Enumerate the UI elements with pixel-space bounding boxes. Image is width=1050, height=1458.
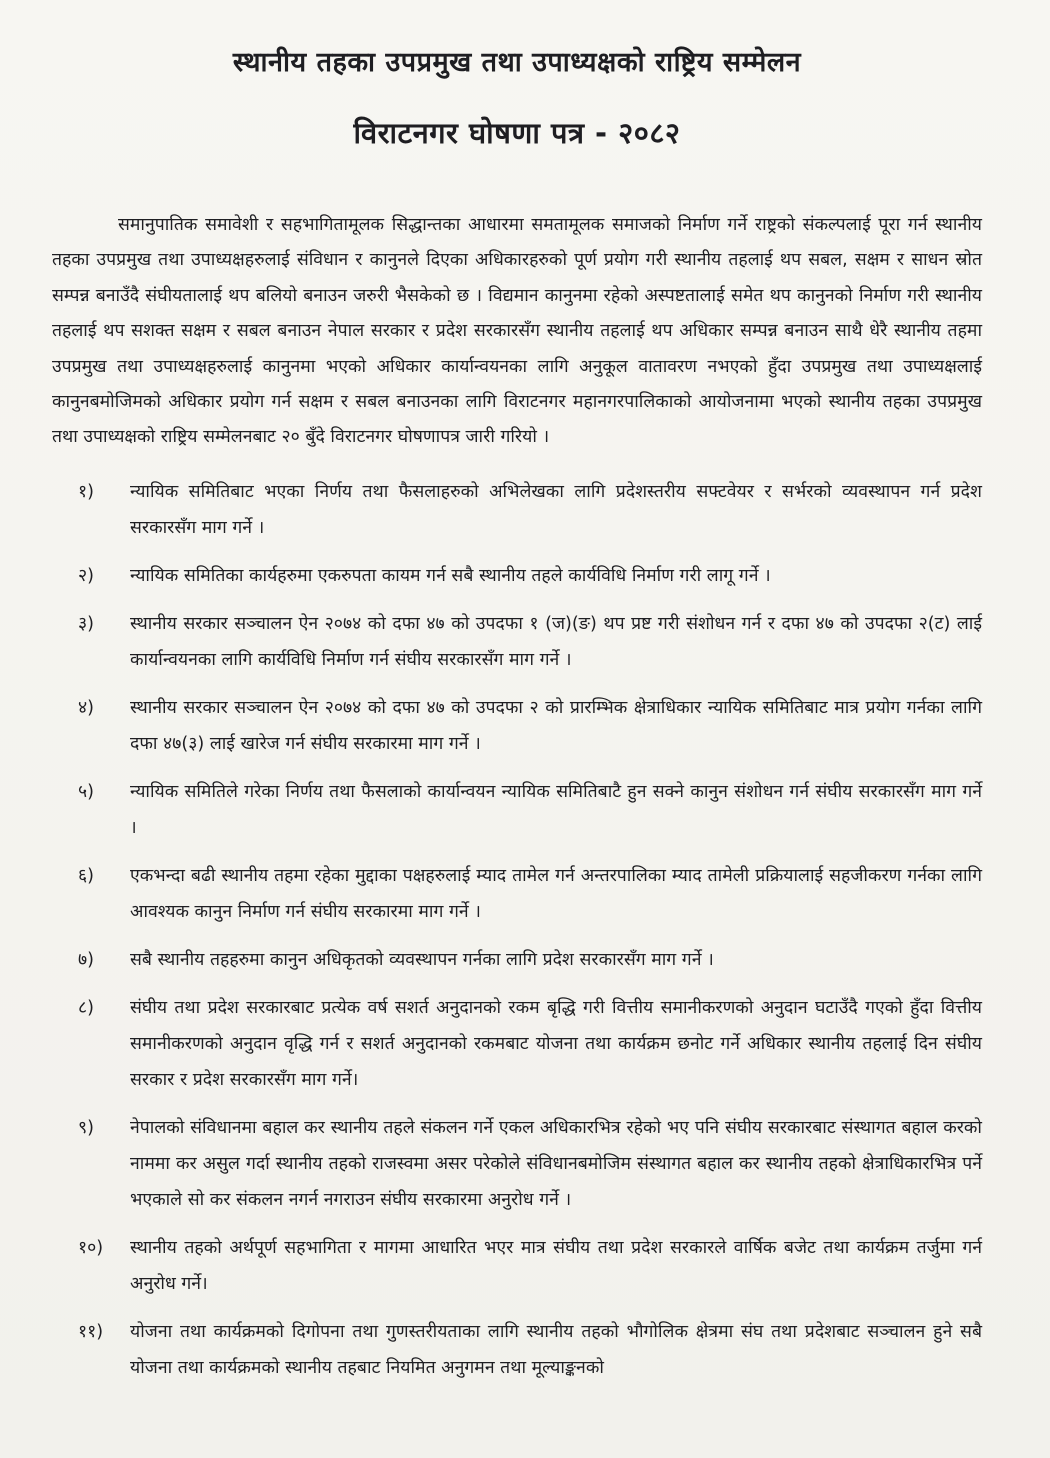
item-text: एकभन्दा बढी स्थानीय तहमा रहेका मुद्दाका पक्षहरुलाई म्याद तामेल गर्न अन्तरपालिका म्याद तामेली प्रक्रियालाई सहजीकरण गर्नका लागि आवश्यक कानुन निर्माण गर्न संघीय सरकारमा माग गर्ने । [130, 865, 982, 922]
document-subtitle: विराटनगर घोषणा पत्र - २०८२ [353, 116, 681, 150]
list-item [52, 1110, 982, 1218]
item-number: ७) [78, 949, 95, 970]
item-number: ९) [78, 1117, 95, 1138]
item-text: न्यायिक समितिबाट भएका निर्णय तथा फैसलाहरुको अभिलेखका लागि प्रदेशस्तरीय सफ्टवेयर र सर्भरको व्यवस्थापन गर्न प्रदेश सरकारसँग माग गर्ने । [130, 481, 982, 538]
declaration-list [52, 474, 982, 1386]
list-item [52, 1314, 982, 1386]
list-item [52, 474, 982, 546]
list-item [52, 558, 982, 594]
item-number: ११) [78, 1321, 104, 1342]
item-text: योजना तथा कार्यक्रमको दिगोपना तथा गुणस्तरीयताका लागि स्थानीय तहको भौगोलिक क्षेत्रमा संघ तथा प्रदेशबाट सञ्चालन हुने सबै योजना तथा कार्यक्रमको स्थानीय तहबाट नियमित अनुगमन तथा मूल्याङ्कनको [130, 1321, 982, 1378]
item-number: ३) [78, 613, 95, 634]
list-item [52, 990, 982, 1098]
item-number: ८) [78, 997, 95, 1018]
item-text: स्थानीय तहको अर्थपूर्ण सहभागिता र मागमा आधारित भएर मात्र संघीय तथा प्रदेश सरकारले वार्षिक बजेट तथा कार्यक्रम तर्जुमा गर्न अनुरोध गर्ने। [130, 1237, 982, 1294]
list-item [52, 942, 982, 978]
item-text: सबै स्थानीय तहहरुमा कानुन अधिकृतको व्यवस्थापन गर्नका लागि प्रदेश सरकारसँग माग गर्ने । [130, 949, 714, 970]
item-text: स्थानीय सरकार सञ्चालन ऐन २०७४ को दफा ४७ को उपदफा १ (ज)(ङ) थप प्रष्ट गरी संशोधन गर्न र दफा ४७ को उपदफा २(ट) लाई कार्यान्वयनका लागि कार्यविधि निर्माण गर्न संघीय सरकारसँग माग गर्ने । [130, 613, 982, 670]
item-number: ६) [78, 865, 95, 886]
list-item [52, 1230, 982, 1302]
item-number: १) [78, 481, 95, 502]
item-number: ५) [78, 781, 95, 802]
item-text: नेपालको संविधानमा बहाल कर स्थानीय तहले संकलन गर्ने एकल अधिकारभित्र रहेको भए पनि संघीय सरकारबाट संस्थागत बहाल करको नाममा कर असुल गर्दा स्थानीय तहको राजस्वमा असर परेकोले संविधानबमोजिम संस्थागत बहाल कर स्थानीय तहको क्षेत्राधिकारभित्र पर्ने भएकाले सो कर संकलन नगर्न नगराउन संघीय सरकारमा अनुरोध गर्ने । [130, 1117, 982, 1210]
item-number: २) [78, 565, 95, 586]
item-text: संघीय तथा प्रदेश सरकारबाट प्रत्येक वर्ष सशर्त अनुदानको रकम बृद्धि गरी वित्तीय समानीकरणको अनुदान घटाउँदै गएको हुँदा वित्तीय समानीकरणको अनुदान वृद्धि गर्न र सशर्त अनुदानको रकमबाट योजना तथा कार्यक्रम छनोट गर्ने अधिकार स्थानीय तहलाई दिन संघीय सरकार र प्रदेश सरकारसँग माग गर्ने। [130, 997, 982, 1090]
item-text: न्यायिक समितिले गरेका निर्णय तथा फैसलाको कार्यान्वयन न्यायिक समितिबाटै हुन सक्ने कानुन संशोधन गर्न संघीय सरकारसँग माग गर्ने । [130, 781, 982, 838]
intro-paragraph: समानुपातिक समावेशी र सहभागितामूलक सिद्धान्तका आधारमा समतामूलक समाजको निर्माण गर्ने राष्ट्रको संकल्पलाई पूरा गर्न स्थानीय तहका उपप्रमुख तथा उपाध्यक्षहरुलाई संविधान र कानुनले दिएका अधिकारहरुको पूर्ण प्रयोग गरी स्थानीय तहलाई थप सबल, सक्षम र साधन स्रोत सम्पन्न बनाउँदै संघीयतालाई थप बलियो बनाउन जरुरी भैसकेको छ । विद्यमान कानुनमा रहेको अस्पष्टतालाई समेत थप कानुनको निर्माण गरी स्थानीय तहलाई थप सशक्त सक्षम र सबल बनाउन नेपाल सरकार र प्रदेश सरकारसँग स्थानीय तहलाई थप अधिकार सम्पन्न बनाउन साथै धेरै स्थानीय तहमा उपप्रमुख तथा उपाध्यक्षहरुलाई कानुनमा भएको अधिकार कार्यान्वयनका लागि अनुकूल वातावरण नभएको हुँदा उपप्रमुख तथा उपाध्यक्षलाई कानुनबमोजिमको अधिकार प्रयोग गर्न सक्षम र सबल बनाउनका लागि विराटनगर महानगरपालिकाको आयोजनामा भएको स्थानीय तहका उपप्रमुख तथा उपाध्यक्षको राष्ट्रिय सम्मेलनबाट २० बुँदे विराटनगर घोषणापत्र जारी गरियो । [52, 215, 982, 448]
item-text: न्यायिक समितिका कार्यहरुमा एकरुपता कायम गर्न सबै स्थानीय तहले कार्यविधि निर्माण गरी लागू गर्ने । [130, 565, 771, 586]
list-item [52, 858, 982, 930]
item-number: १०) [78, 1237, 104, 1258]
item-text: स्थानीय सरकार सञ्चालन ऐन २०७४ को दफा ४७ को उपदफा २ को प्रारम्भिक क्षेत्राधिकार न्यायिक समितिबाट मात्र प्रयोग गर्नका लागि दफा ४७(३) लाई खारेज गर्न संघीय सरकारमा माग गर्ने । [130, 697, 982, 754]
list-item [52, 606, 982, 678]
list-item [52, 690, 982, 762]
item-number: ४) [78, 697, 95, 718]
list-item [52, 774, 982, 846]
document-title: स्थानीय तहका उपप्रमुख तथा उपाध्यक्षको राष्ट्रिय सम्मेलन [232, 47, 802, 78]
